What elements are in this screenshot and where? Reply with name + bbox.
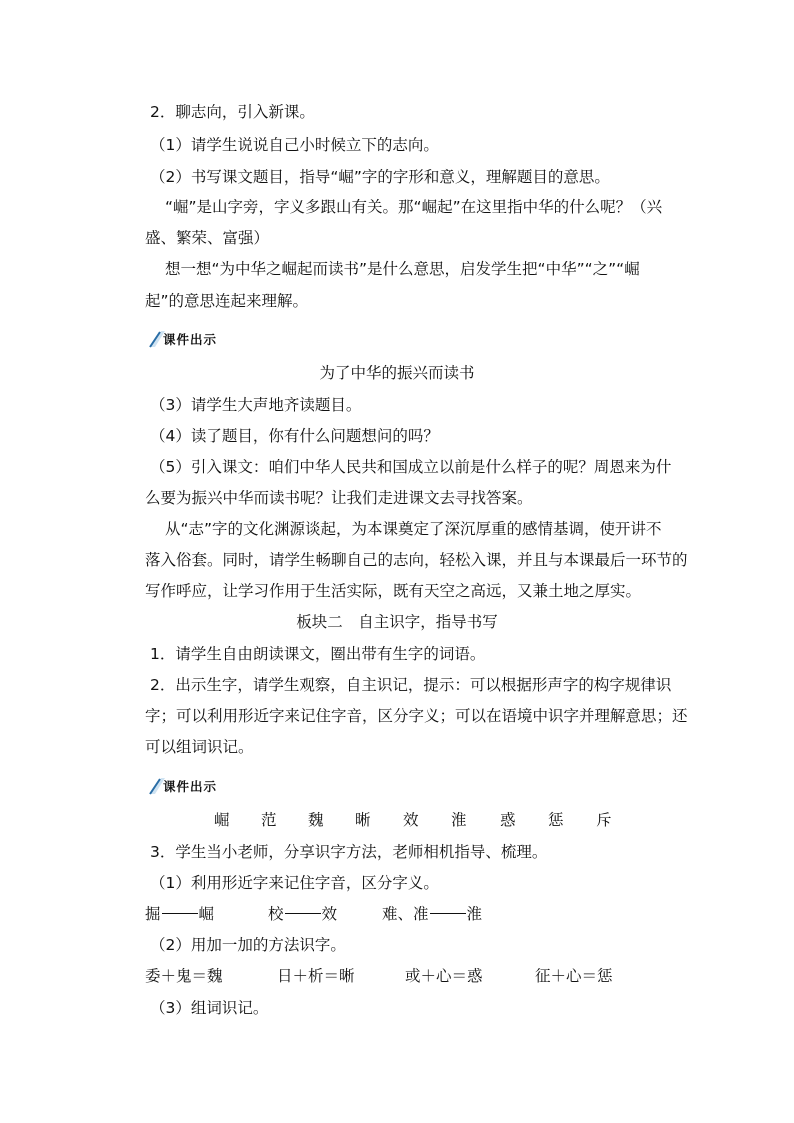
line-22: （1）利用形近字来记住字音，区分字义。 — [150, 874, 439, 892]
section-heading: 板块二 自主识字，指导书写 — [296, 613, 498, 631]
line-17: 1．请学生自由朗读课文，圈出带有生字的词语。 — [150, 645, 486, 663]
addition-item: 征＋心＝惩 — [535, 967, 613, 985]
addition-item: 日＋析＝晰 — [277, 967, 355, 985]
addition-item: 委＋鬼＝魏 — [145, 967, 223, 985]
line-18: 2．出示生字，请学生观察，自主识记，提示：可以根据形声字的构字规律识 — [150, 676, 672, 694]
dash-divider — [430, 913, 466, 914]
new-char: 崛 — [214, 811, 230, 829]
line-21: 3．学生当小老师，分享识字方法，老师相机指导、梳理。 — [150, 843, 548, 861]
line-6: 想一想“为中华之崛起而读书”是什么意思，启发学生把“中华”“之”“崛 — [165, 260, 640, 278]
line-3: （2）书写课文题目，指导“崛”字的字形和意义，理解题目的意思。 — [150, 168, 610, 186]
addition-item: 或＋心＝惑 — [405, 967, 483, 985]
similar-characters-row — [0, 903, 794, 927]
line-20: 可以组词识记。 — [145, 738, 254, 756]
line-15: 写作呼应，让学习作用于生活实际，既有天空之高远，又兼土地之厚实。 — [145, 582, 642, 600]
new-char: 效 — [403, 811, 419, 829]
addition-row — [0, 965, 794, 989]
new-char: 范 — [261, 811, 277, 829]
dash-divider — [162, 913, 198, 914]
line-4: “崛”是山字旁，字义多跟山有关。那“崛起”在这里指中华的什么呢？（兴 — [165, 198, 663, 216]
new-char: 淮 — [451, 811, 467, 829]
line-19: 字；可以利用形近字来记住字音，区分字义；可以在语境中识字并理解意思；还 — [145, 707, 688, 725]
courseware-tag-1 — [148, 327, 238, 351]
line-2: （1）请学生说说自己小时候立下的志向。 — [150, 136, 439, 154]
courseware-tag-2 — [148, 774, 238, 798]
new-char: 斥 — [596, 811, 612, 829]
line-12: 么要为振兴中华而读书呢？让我们走进课文去寻找答案。 — [145, 489, 533, 507]
new-char: 魏 — [308, 811, 324, 829]
line-7: 起”的意思连起来理解。 — [145, 292, 309, 310]
courseware-tag-label: 课件出示 — [163, 332, 218, 347]
line-13: 从“志”字的文化渊源谈起，为本课奠定了深沉厚重的感情基调，使开讲不 — [165, 520, 662, 538]
similar-pair: 校 效 — [268, 905, 338, 923]
new-char: 晰 — [355, 811, 371, 829]
dash-divider — [285, 913, 321, 914]
courseware-tag-label: 课件出示 — [163, 779, 218, 794]
line-14: 落入俗套。同时，请学生畅聊自己的志向，轻松入课，并且与本课最后一环节的 — [145, 551, 688, 569]
new-char: 惑 — [500, 811, 516, 829]
line-24: （3）组词识记。 — [150, 999, 269, 1017]
line-23: （2）用加一加的方法识字。 — [150, 936, 346, 954]
line-8: 为了中华的振兴而读书 — [319, 364, 475, 382]
line-9: （3）请学生大声地齐读题目。 — [150, 396, 362, 414]
line-1: 2．聊志向，引入新课。 — [150, 103, 315, 121]
similar-pair: 难、准 淮 — [382, 905, 483, 923]
new-characters-row — [0, 808, 794, 832]
line-10: （4）读了题目，你有什么问题想问的吗？ — [150, 427, 439, 445]
new-char: 惩 — [548, 811, 564, 829]
line-5: 盛、繁荣、富强） — [145, 229, 270, 247]
line-11: （5）引入课文：咱们中华人民共和国成立以前是什么样子的呢？周恩来为什 — [150, 458, 672, 476]
similar-pair: 掘 崛 — [145, 905, 215, 923]
